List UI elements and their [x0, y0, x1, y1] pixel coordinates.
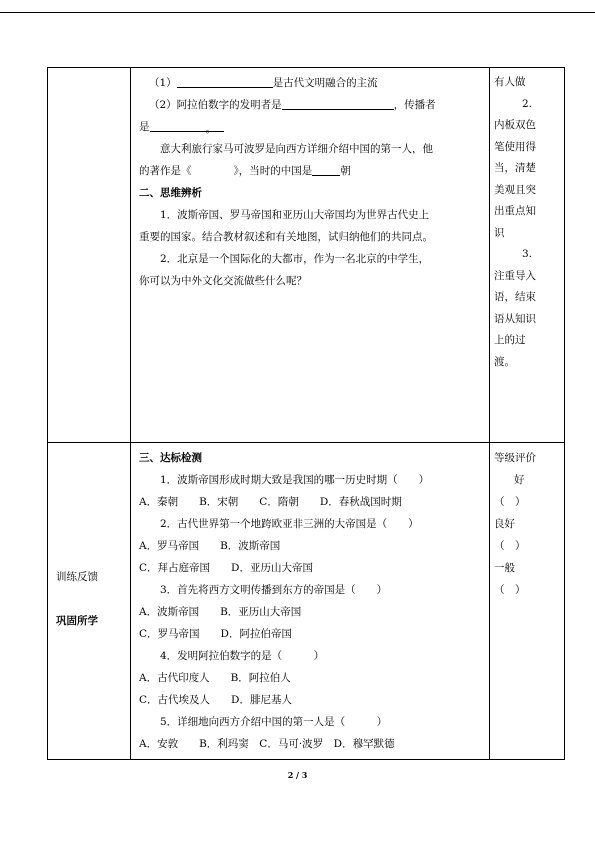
quiz-options: A．安敦 B．利玛窦 C．马可·波罗 D．穆罕默德 — [139, 738, 395, 750]
note-line: 上的过 — [494, 334, 526, 346]
question-text: 1．波斯帝国、罗马帝国和亚历山大帝国均为世界古代史上 — [160, 209, 430, 221]
grade-box[interactable]: （ ） — [494, 496, 526, 508]
quiz-question: 4．发明阿拉伯数字的是（ ） — [160, 650, 325, 662]
question-text: 重要的国家。结合教材叙述和有关地图，试归纳他们的共同点。 — [139, 231, 433, 243]
note-line: 注重导入 — [494, 269, 536, 282]
question-text: 是古代文明融合的主流 — [272, 77, 378, 89]
quiz-options: A．罗马帝国 B．波斯帝国 — [139, 540, 281, 552]
answer-blank[interactable] — [150, 118, 206, 132]
table-row — [48, 68, 565, 443]
quiz-options: A．秦朝 B．宋朝 C．隋朝 D．春秋战国时期 — [139, 496, 402, 508]
notes-cell — [490, 68, 565, 443]
question-text: （1） — [149, 77, 177, 89]
lesson-table — [47, 67, 565, 760]
question-text: 是 — [139, 121, 150, 133]
answer-blank[interactable] — [282, 96, 394, 110]
evaluation-list — [494, 447, 560, 601]
table-row — [48, 443, 565, 760]
question-text: 的著作是《 — [139, 165, 192, 177]
question-line — [139, 160, 483, 182]
quiz-question: 2．古代世界第一个地跨欧亚非三洲的大帝国是（ ） — [160, 518, 419, 530]
question-text: 朝 — [340, 165, 351, 177]
quiz-options: C．古代埃及人 D．腓尼基人 — [139, 694, 292, 706]
question-text: 意大利旅行家马可波罗是向西方详细介绍中国的第一人，他 — [160, 143, 433, 155]
evaluation-title: 等级评价 — [494, 452, 536, 464]
page-number: 2 / 3 — [287, 770, 308, 780]
quiz-options: A．古代印度人 B．阿拉伯人 — [139, 672, 291, 684]
answer-blank[interactable] — [177, 74, 273, 88]
note-line: 2. — [521, 97, 533, 110]
notes-list — [494, 72, 560, 373]
quiz-options: C．拜占庭帝国 D．亚历山大帝国 — [139, 562, 313, 574]
answer-blank[interactable] — [312, 162, 340, 176]
note-line: 语从知识 — [494, 312, 536, 325]
question-line — [139, 72, 483, 94]
note-line: 内板双色 — [494, 119, 536, 131]
grade-label: 良好 — [494, 518, 515, 530]
answer-blank-end[interactable] — [205, 118, 224, 135]
question-text: （2）阿拉伯数字的发明者是 — [149, 99, 282, 111]
left-cell — [48, 68, 131, 443]
note-line: 识 — [494, 226, 505, 239]
section-heading: 三、达标检测 — [139, 452, 202, 464]
note-line: 美观且突 — [494, 183, 536, 196]
grade-box[interactable]: （ ） — [494, 540, 526, 552]
content-cell — [131, 68, 490, 443]
question-line — [139, 94, 483, 116]
grade-label: 好 — [514, 474, 525, 486]
question-text: 。 — [205, 123, 216, 135]
note-line: 当，清楚 — [494, 162, 536, 174]
header-rule — [0, 12, 595, 13]
quiz-question: 5．详细地向西方介绍中国的第一人是（ ） — [160, 716, 388, 728]
evaluation-cell — [490, 443, 565, 760]
question-text: 2．北京是一个国际化的大都市，作为一名北京的中学生， — [160, 253, 430, 265]
content-cell — [131, 443, 490, 760]
left-cell — [48, 443, 131, 760]
note-line: 语，结束 — [494, 291, 536, 303]
section-label: 训练反馈 — [56, 571, 98, 583]
quiz-options: C．罗马帝国 D．阿拉伯帝国 — [139, 628, 292, 640]
section-heading: 二、思维辨析 — [139, 187, 202, 199]
question-text: 你可以为中外文化交流做些什么呢？ — [139, 275, 307, 287]
question-line — [139, 138, 483, 160]
question-text: 》，当时的中国是 — [233, 165, 313, 177]
grade-box[interactable]: （ ） — [494, 584, 526, 596]
note-line: 3. — [521, 248, 533, 260]
section-label: 巩固所学 — [56, 615, 98, 627]
note-line: 渡。 — [494, 355, 515, 368]
quiz-question: 1．波斯帝国形成时期大致是我国的哪一历史时期（ ） — [160, 474, 430, 486]
question-text: ，传播者 — [393, 99, 436, 111]
quiz-options: A．波斯帝国 B．亚历山大帝国 — [139, 606, 302, 618]
question-line — [139, 116, 483, 138]
note-line: 出重点知 — [494, 205, 536, 217]
note-line: 有人做 — [494, 76, 526, 88]
note-line: 笔使用得 — [494, 140, 536, 153]
quiz-question: 3．首先将西方文明传播到东方的帝国是（ ） — [160, 584, 388, 596]
grade-label: 一般 — [494, 562, 515, 574]
